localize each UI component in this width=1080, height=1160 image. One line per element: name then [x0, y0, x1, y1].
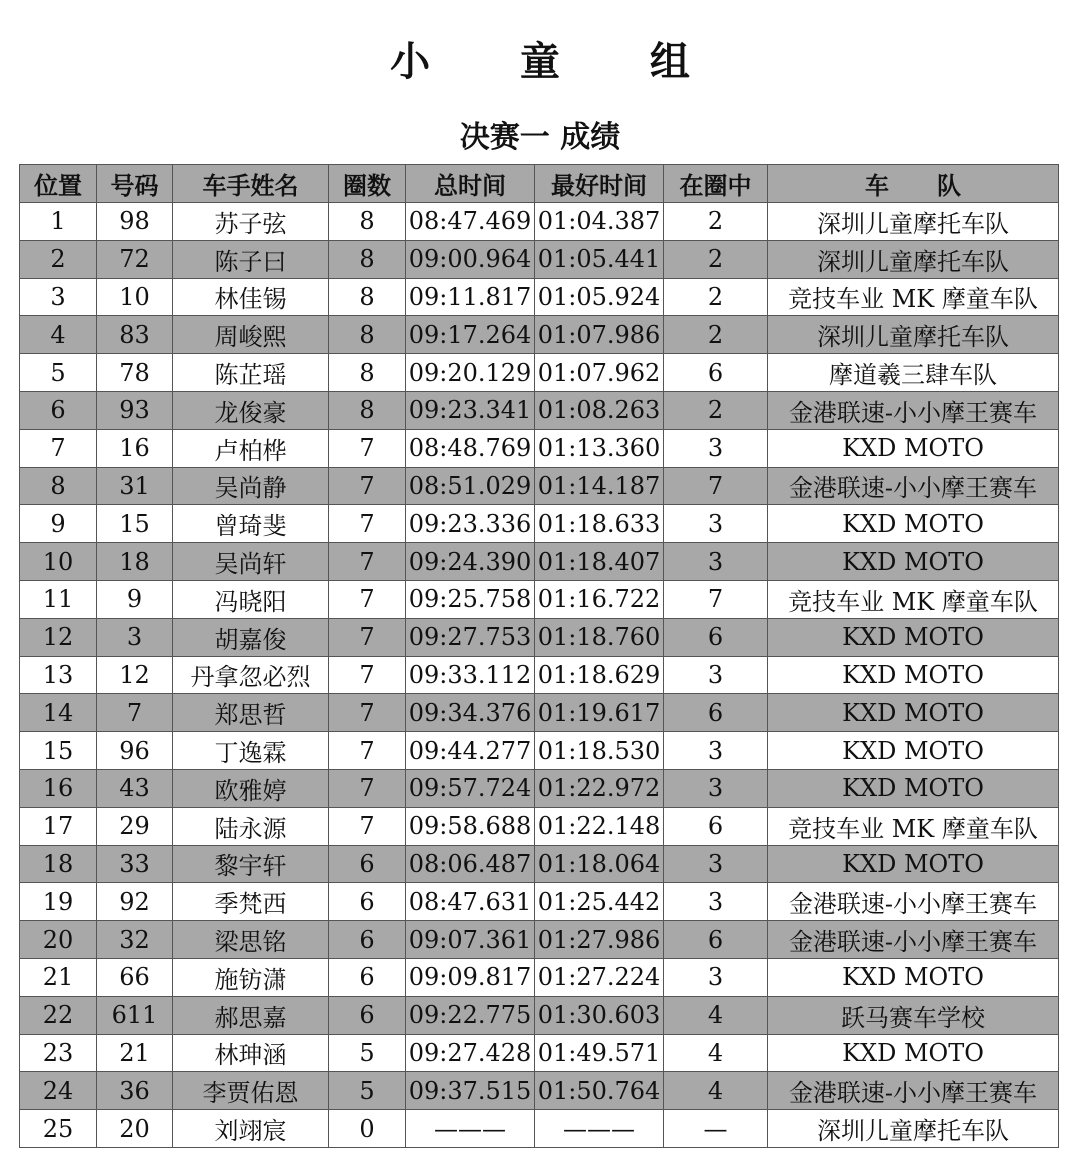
in-lap-cell: 3 [664, 845, 768, 883]
column-header-number: 号码 [97, 165, 173, 203]
position-cell: 23 [20, 1034, 97, 1072]
best-time-cell: 01:25.442 [535, 883, 664, 921]
best-time-cell: 01:13.360 [535, 429, 664, 467]
best-time-cell: 01:19.617 [535, 694, 664, 732]
total-time-cell: 09:58.688 [406, 807, 535, 845]
rider-name-cell: 施钫潇 [173, 958, 329, 996]
total-time-cell: 08:47.469 [406, 203, 535, 241]
laps-cell: 5 [329, 1034, 406, 1072]
rider-name-cell: 郝思嘉 [173, 996, 329, 1034]
table-row [20, 467, 1059, 505]
best-time-cell: 01:30.603 [535, 996, 664, 1034]
laps-cell: 6 [329, 958, 406, 996]
total-time-cell: 09:23.336 [406, 505, 535, 543]
table-row [20, 240, 1059, 278]
table-row [20, 1034, 1059, 1072]
team-cell: KXD MOTO [768, 732, 1059, 770]
best-time-cell: 01:18.760 [535, 618, 664, 656]
laps-cell: 7 [329, 807, 406, 845]
number-cell: 96 [97, 732, 173, 770]
rider-name-cell: 梁思铭 [173, 921, 329, 959]
table-row [20, 807, 1059, 845]
team-cell: KXD MOTO [768, 845, 1059, 883]
laps-cell: 7 [329, 769, 406, 807]
team-cell: KXD MOTO [768, 618, 1059, 656]
rider-name-cell: 周峻熙 [173, 316, 329, 354]
in-lap-cell: 3 [664, 505, 768, 543]
best-time-cell: 01:18.064 [535, 845, 664, 883]
position-cell: 16 [20, 769, 97, 807]
column-header-team: 车 队 [768, 165, 1059, 203]
position-cell: 18 [20, 845, 97, 883]
number-cell: 9 [97, 580, 173, 618]
team-cell: 摩道羲三肆车队 [768, 354, 1059, 392]
table-row [20, 883, 1059, 921]
total-time-cell: 08:51.029 [406, 467, 535, 505]
position-cell: 11 [20, 580, 97, 618]
in-lap-cell: 3 [664, 656, 768, 694]
table-row [20, 543, 1059, 581]
position-cell: 1 [20, 203, 97, 241]
team-cell: 金港联速-小小摩王赛车 [768, 921, 1059, 959]
table-row [20, 203, 1059, 241]
table-row [20, 1110, 1059, 1148]
table-row [20, 845, 1059, 883]
column-header-in-lap: 在圈中 [664, 165, 768, 203]
in-lap-cell: 6 [664, 354, 768, 392]
laps-cell: 0 [329, 1110, 406, 1148]
in-lap-cell: 6 [664, 921, 768, 959]
rider-name-cell: 胡嘉俊 [173, 618, 329, 656]
best-time-cell: 01:27.986 [535, 921, 664, 959]
number-cell: 78 [97, 354, 173, 392]
in-lap-cell: 4 [664, 1034, 768, 1072]
number-cell: 29 [97, 807, 173, 845]
total-time-cell: 09:44.277 [406, 732, 535, 770]
position-cell: 14 [20, 694, 97, 732]
table-row [20, 769, 1059, 807]
rider-name-cell: 丁逸霖 [173, 732, 329, 770]
team-cell: 跃马赛车学校 [768, 996, 1059, 1034]
best-time-cell: 01:07.986 [535, 316, 664, 354]
rider-name-cell: 季梵西 [173, 883, 329, 921]
best-time-cell: 01:50.764 [535, 1072, 664, 1110]
number-cell: 93 [97, 391, 173, 429]
table-row [20, 618, 1059, 656]
laps-cell: 7 [329, 505, 406, 543]
rider-name-cell: 郑思哲 [173, 694, 329, 732]
best-time-cell: 01:18.633 [535, 505, 664, 543]
best-time-cell: 01:18.629 [535, 656, 664, 694]
column-header-position: 位置 [20, 165, 97, 203]
rider-name-cell: 曾琦斐 [173, 505, 329, 543]
team-cell: KXD MOTO [768, 656, 1059, 694]
table-row [20, 958, 1059, 996]
best-time-cell: ——— [535, 1110, 664, 1148]
total-time-cell: 09:27.428 [406, 1034, 535, 1072]
total-time-cell: 09:27.753 [406, 618, 535, 656]
in-lap-cell: 2 [664, 316, 768, 354]
team-cell: 深圳儿童摩托车队 [768, 240, 1059, 278]
total-time-cell: 09:20.129 [406, 354, 535, 392]
position-cell: 13 [20, 656, 97, 694]
table-row [20, 278, 1059, 316]
best-time-cell: 01:18.530 [535, 732, 664, 770]
rider-name-cell: 陆永源 [173, 807, 329, 845]
rider-name-cell: 林珅涵 [173, 1034, 329, 1072]
table-row [20, 656, 1059, 694]
team-cell: 金港联速-小小摩王赛车 [768, 391, 1059, 429]
laps-cell: 7 [329, 732, 406, 770]
total-time-cell: 09:37.515 [406, 1072, 535, 1110]
total-time-cell: 09:25.758 [406, 580, 535, 618]
laps-cell: 7 [329, 580, 406, 618]
best-time-cell: 01:18.407 [535, 543, 664, 581]
in-lap-cell: 7 [664, 467, 768, 505]
table-row [20, 354, 1059, 392]
number-cell: 43 [97, 769, 173, 807]
team-cell: 深圳儿童摩托车队 [768, 316, 1059, 354]
in-lap-cell: 4 [664, 1072, 768, 1110]
best-time-cell: 01:16.722 [535, 580, 664, 618]
in-lap-cell: 2 [664, 278, 768, 316]
table-row [20, 921, 1059, 959]
number-cell: 83 [97, 316, 173, 354]
table-row [20, 694, 1059, 732]
best-time-cell: 01:22.148 [535, 807, 664, 845]
position-cell: 15 [20, 732, 97, 770]
team-cell: 金港联速-小小摩王赛车 [768, 1072, 1059, 1110]
table-header-row [20, 165, 1059, 203]
column-header-best-time: 最好时间 [535, 165, 664, 203]
number-cell: 33 [97, 845, 173, 883]
in-lap-cell: 3 [664, 769, 768, 807]
rider-name-cell: 刘翊宸 [173, 1110, 329, 1148]
total-time-cell: 09:57.724 [406, 769, 535, 807]
laps-cell: 8 [329, 203, 406, 241]
best-time-cell: 01:05.441 [535, 240, 664, 278]
team-cell: KXD MOTO [768, 543, 1059, 581]
position-cell: 3 [20, 278, 97, 316]
rider-name-cell: 陈芷瑶 [173, 354, 329, 392]
best-time-cell: 01:27.224 [535, 958, 664, 996]
table-row [20, 429, 1059, 467]
number-cell: 72 [97, 240, 173, 278]
position-cell: 25 [20, 1110, 97, 1148]
position-cell: 12 [20, 618, 97, 656]
position-cell: 2 [20, 240, 97, 278]
position-cell: 17 [20, 807, 97, 845]
team-cell: 金港联速-小小摩王赛车 [768, 883, 1059, 921]
in-lap-cell: 6 [664, 694, 768, 732]
table-row [20, 580, 1059, 618]
number-cell: 15 [97, 505, 173, 543]
team-cell: KXD MOTO [768, 429, 1059, 467]
position-cell: 21 [20, 958, 97, 996]
position-cell: 9 [20, 505, 97, 543]
position-cell: 22 [20, 996, 97, 1034]
table-row [20, 505, 1059, 543]
total-time-cell: 09:22.775 [406, 996, 535, 1034]
in-lap-cell: 3 [664, 543, 768, 581]
position-cell: 10 [20, 543, 97, 581]
number-cell: 16 [97, 429, 173, 467]
number-cell: 98 [97, 203, 173, 241]
team-cell: KXD MOTO [768, 958, 1059, 996]
in-lap-cell: 6 [664, 618, 768, 656]
laps-cell: 8 [329, 391, 406, 429]
rider-name-cell: 龙俊豪 [173, 391, 329, 429]
position-cell: 20 [20, 921, 97, 959]
team-cell: KXD MOTO [768, 694, 1059, 732]
number-cell: 12 [97, 656, 173, 694]
rider-name-cell: 欧雅婷 [173, 769, 329, 807]
rider-name-cell: 吴尚静 [173, 467, 329, 505]
number-cell: 20 [97, 1110, 173, 1148]
column-header-laps: 圈数 [329, 165, 406, 203]
rider-name-cell: 黎宇轩 [173, 845, 329, 883]
laps-cell: 7 [329, 429, 406, 467]
in-lap-cell: 2 [664, 391, 768, 429]
number-cell: 611 [97, 996, 173, 1034]
laps-cell: 7 [329, 543, 406, 581]
table-row [20, 316, 1059, 354]
total-time-cell: 09:00.964 [406, 240, 535, 278]
in-lap-cell: 7 [664, 580, 768, 618]
column-header-rider-name: 车手姓名 [173, 165, 329, 203]
position-cell: 4 [20, 316, 97, 354]
team-cell: 深圳儿童摩托车队 [768, 203, 1059, 241]
rider-name-cell: 陈子曰 [173, 240, 329, 278]
rider-name-cell: 丹拿忽必烈 [173, 656, 329, 694]
laps-cell: 7 [329, 656, 406, 694]
rider-name-cell: 林佳锡 [173, 278, 329, 316]
in-lap-cell: 3 [664, 883, 768, 921]
team-cell: KXD MOTO [768, 769, 1059, 807]
total-time-cell: 09:11.817 [406, 278, 535, 316]
total-time-cell: 08:06.487 [406, 845, 535, 883]
page-title: 小 童 组 [390, 38, 728, 85]
laps-cell: 8 [329, 354, 406, 392]
number-cell: 66 [97, 958, 173, 996]
best-time-cell: 01:14.187 [535, 467, 664, 505]
position-cell: 8 [20, 467, 97, 505]
number-cell: 31 [97, 467, 173, 505]
best-time-cell: 01:08.263 [535, 391, 664, 429]
team-cell: KXD MOTO [768, 505, 1059, 543]
total-time-cell: 09:09.817 [406, 958, 535, 996]
rider-name-cell: 冯晓阳 [173, 580, 329, 618]
best-time-cell: 01:05.924 [535, 278, 664, 316]
laps-cell: 7 [329, 467, 406, 505]
number-cell: 7 [97, 694, 173, 732]
laps-cell: 7 [329, 618, 406, 656]
position-cell: 6 [20, 391, 97, 429]
total-time-cell: 09:33.112 [406, 656, 535, 694]
number-cell: 92 [97, 883, 173, 921]
column-header-total-time: 总时间 [406, 165, 535, 203]
total-time-cell: 09:24.390 [406, 543, 535, 581]
total-time-cell: 08:48.769 [406, 429, 535, 467]
rider-name-cell: 李贾佑恩 [173, 1072, 329, 1110]
in-lap-cell: 2 [664, 203, 768, 241]
team-cell: 深圳儿童摩托车队 [768, 1110, 1059, 1148]
results-body [20, 203, 1059, 1148]
rider-name-cell: 卢柏桦 [173, 429, 329, 467]
laps-cell: 6 [329, 921, 406, 959]
position-cell: 24 [20, 1072, 97, 1110]
team-cell: 金港联速-小小摩王赛车 [768, 467, 1059, 505]
position-cell: 7 [20, 429, 97, 467]
in-lap-cell: 2 [664, 240, 768, 278]
in-lap-cell: 6 [664, 807, 768, 845]
laps-cell: 6 [329, 883, 406, 921]
number-cell: 10 [97, 278, 173, 316]
in-lap-cell: 3 [664, 732, 768, 770]
laps-cell: 5 [329, 1072, 406, 1110]
position-cell: 19 [20, 883, 97, 921]
number-cell: 21 [97, 1034, 173, 1072]
position-cell: 5 [20, 354, 97, 392]
table-row [20, 732, 1059, 770]
laps-cell: 6 [329, 996, 406, 1034]
best-time-cell: 01:49.571 [535, 1034, 664, 1072]
results-table [19, 164, 1059, 1148]
table-row [20, 1072, 1059, 1110]
in-lap-cell: 4 [664, 996, 768, 1034]
in-lap-cell: 3 [664, 958, 768, 996]
in-lap-cell: 3 [664, 429, 768, 467]
number-cell: 3 [97, 618, 173, 656]
best-time-cell: 01:04.387 [535, 203, 664, 241]
number-cell: 32 [97, 921, 173, 959]
page-subtitle: 决赛一 成绩 [459, 120, 621, 155]
table-row [20, 391, 1059, 429]
total-time-cell: 09:34.376 [406, 694, 535, 732]
total-time-cell: 09:07.361 [406, 921, 535, 959]
team-cell: 竞技车业 MK 摩童车队 [768, 580, 1059, 618]
team-cell: 竞技车业 MK 摩童车队 [768, 807, 1059, 845]
number-cell: 36 [97, 1072, 173, 1110]
table-row [20, 996, 1059, 1034]
in-lap-cell: — [664, 1110, 768, 1148]
laps-cell: 7 [329, 694, 406, 732]
team-cell: 竞技车业 MK 摩童车队 [768, 278, 1059, 316]
rider-name-cell: 吴尚轩 [173, 543, 329, 581]
total-time-cell: 09:23.341 [406, 391, 535, 429]
laps-cell: 8 [329, 240, 406, 278]
laps-cell: 8 [329, 278, 406, 316]
best-time-cell: 01:22.972 [535, 769, 664, 807]
number-cell: 18 [97, 543, 173, 581]
laps-cell: 6 [329, 845, 406, 883]
best-time-cell: 01:07.962 [535, 354, 664, 392]
total-time-cell: 08:47.631 [406, 883, 535, 921]
laps-cell: 8 [329, 316, 406, 354]
team-cell: KXD MOTO [768, 1034, 1059, 1072]
rider-name-cell: 苏子弦 [173, 203, 329, 241]
total-time-cell: ——— [406, 1110, 535, 1148]
total-time-cell: 09:17.264 [406, 316, 535, 354]
